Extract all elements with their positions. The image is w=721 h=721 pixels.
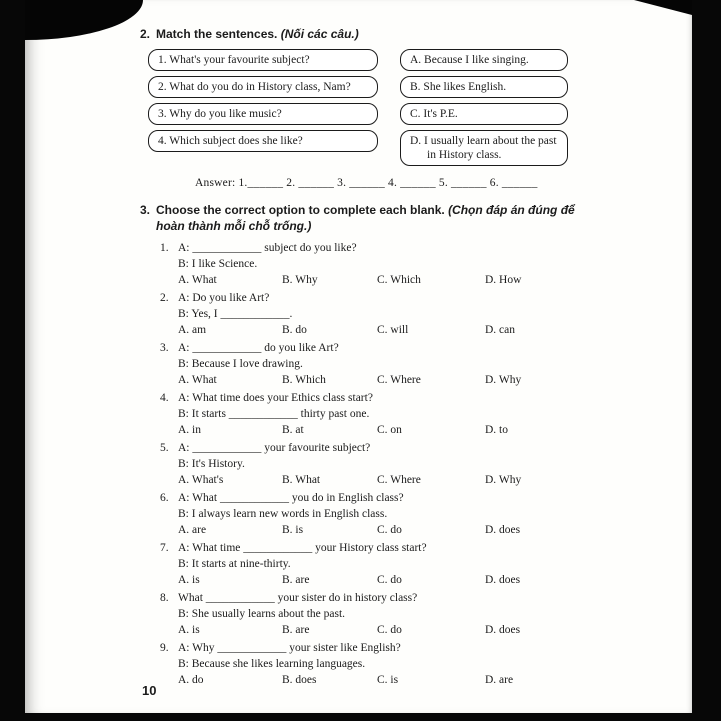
option-c: C. do [377, 574, 402, 586]
option-b: B. do [282, 324, 307, 336]
option-a: A. What's [178, 474, 224, 486]
match-grid [140, 49, 658, 166]
option-a: A. in [178, 424, 201, 436]
question-options [178, 272, 658, 288]
question-line-b: B: Because I love drawing. [178, 358, 303, 370]
match-right-item-c: C. It's P.E. [400, 103, 568, 125]
option-c: C. Where [377, 474, 421, 486]
question-number: 9. [160, 642, 169, 654]
option-b: B. What [282, 474, 321, 486]
option-d: D. does [485, 574, 521, 586]
option-d: D. are [485, 674, 514, 686]
match-title-vietnamese: (Nối các câu.) [280, 27, 359, 41]
option-b: B. Why [282, 274, 318, 286]
question-number: 2. [160, 292, 169, 304]
question-line-a: A: ____________ subject do you like? [178, 242, 357, 254]
option-d: D. does [485, 624, 521, 636]
question-options [178, 672, 658, 688]
question-line-b: B: It starts ____________ thirty past one. [178, 408, 370, 420]
choose-title-vietnamese: (Chọn đáp án đúng để hoàn thành mỗi chỗ trống.) [156, 203, 575, 233]
question-line-b: B: Yes, I ____________. [178, 308, 293, 320]
option-d: D. Why [485, 374, 522, 386]
section-title [156, 26, 359, 42]
section-choose-heading [140, 202, 658, 234]
match-left-item-4: 4. Which subject does she like? [148, 130, 378, 152]
option-b: B. does [282, 674, 317, 686]
question-number: 4. [160, 392, 169, 404]
match-right-item-d: D. I usually learn about the past in History class. [400, 130, 568, 166]
question-line-a: A: What time does your Ethics class start? [178, 392, 373, 404]
question-options [178, 472, 658, 488]
match-title-text: Match the sentences. [156, 27, 278, 41]
question-line-b: B: It's History. [178, 458, 245, 470]
option-c: C. is [377, 674, 399, 686]
option-b: B. are [282, 574, 310, 586]
question-line-a: A: ____________ do you like Art? [178, 342, 339, 354]
option-b: B. is [282, 524, 304, 536]
option-a: A. is [178, 574, 200, 586]
option-c: C. do [377, 624, 402, 636]
question-options [178, 372, 658, 388]
page-number: 10 [142, 683, 157, 698]
question-item-8 [160, 590, 658, 638]
section-match-heading [140, 26, 658, 42]
question-options [178, 572, 658, 588]
question-line-a: A: ____________ your favourite subject? [178, 442, 371, 454]
question-line-a: A: What time ____________ your History class start? [178, 542, 427, 554]
answer-line: Answer: 1.______ 2. ______ 3. ______ 4. ______ 5. ______ 6. ______ [195, 177, 538, 189]
match-left-item-2: 2. What do you do in History class, Nam? [148, 76, 378, 98]
option-d: D. How [485, 274, 522, 286]
option-c: C. Which [377, 274, 421, 286]
match-left-column [148, 49, 378, 166]
question-line-b: B: Because she likes learning languages. [178, 658, 366, 670]
question-line-b: B: She usually learns about the past. [178, 608, 346, 620]
section-title [156, 202, 592, 234]
question-item-4 [160, 390, 658, 438]
option-a: A. What [178, 374, 217, 386]
option-c: C. will [377, 324, 409, 336]
question-line-a: A: What ____________ you do in English class? [178, 492, 404, 504]
question-item-5 [160, 440, 658, 488]
question-number: 6. [160, 492, 169, 504]
question-item-1 [160, 240, 658, 288]
question-item-3 [160, 340, 658, 388]
option-b: B. at [282, 424, 304, 436]
question-options [178, 422, 658, 438]
option-d: D. to [485, 424, 508, 436]
scanned-page [25, 0, 692, 713]
section-number: 3. [140, 203, 151, 217]
question-item-9 [160, 640, 658, 688]
option-b: B. are [282, 624, 310, 636]
match-right-item-a: A. Because I like singing. [400, 49, 568, 71]
question-options [178, 522, 658, 538]
choose-title-text: Choose the correct option to complete each blank. [156, 203, 445, 217]
option-c: C. do [377, 524, 402, 536]
question-line-b: B: I like Science. [178, 258, 258, 270]
question-number: 5. [160, 442, 169, 454]
question-options [178, 322, 658, 338]
match-left-item-3: 3. Why do you like music? [148, 103, 378, 125]
option-c: C. on [377, 424, 402, 436]
question-item-7 [160, 540, 658, 588]
question-options [178, 622, 658, 638]
option-a: A. are [178, 524, 207, 536]
question-number: 3. [160, 342, 169, 354]
option-a: A. do [178, 674, 204, 686]
option-d: D. does [485, 524, 521, 536]
option-d: D. can [485, 324, 516, 336]
question-line-a: A: Why ____________ your sister like English? [178, 642, 401, 654]
option-a: A. am [178, 324, 207, 336]
option-c: C. Where [377, 374, 421, 386]
question-number: 1. [160, 242, 169, 254]
question-line-b: B: I always learn new words in English class. [178, 508, 388, 520]
option-d: D. Why [485, 474, 522, 486]
question-number: 8. [160, 592, 169, 604]
match-right-item-b: B. She likes English. [400, 76, 568, 98]
question-item-2 [160, 290, 658, 338]
option-a: A. is [178, 624, 200, 636]
page-content [140, 26, 658, 690]
question-line-a: A: Do you like Art? [178, 292, 270, 304]
option-a: A. What [178, 274, 217, 286]
section-number: 2. [140, 27, 151, 41]
question-item-6 [160, 490, 658, 538]
match-right-column [400, 49, 568, 166]
question-list [140, 240, 658, 688]
match-left-item-1: 1. What's your favourite subject? [148, 49, 378, 71]
option-b: B. Which [282, 374, 326, 386]
question-line-b: B: It starts at nine-thirty. [178, 558, 291, 570]
question-line-a: What ____________ your sister do in history class? [178, 592, 418, 604]
question-number: 7. [160, 542, 169, 554]
